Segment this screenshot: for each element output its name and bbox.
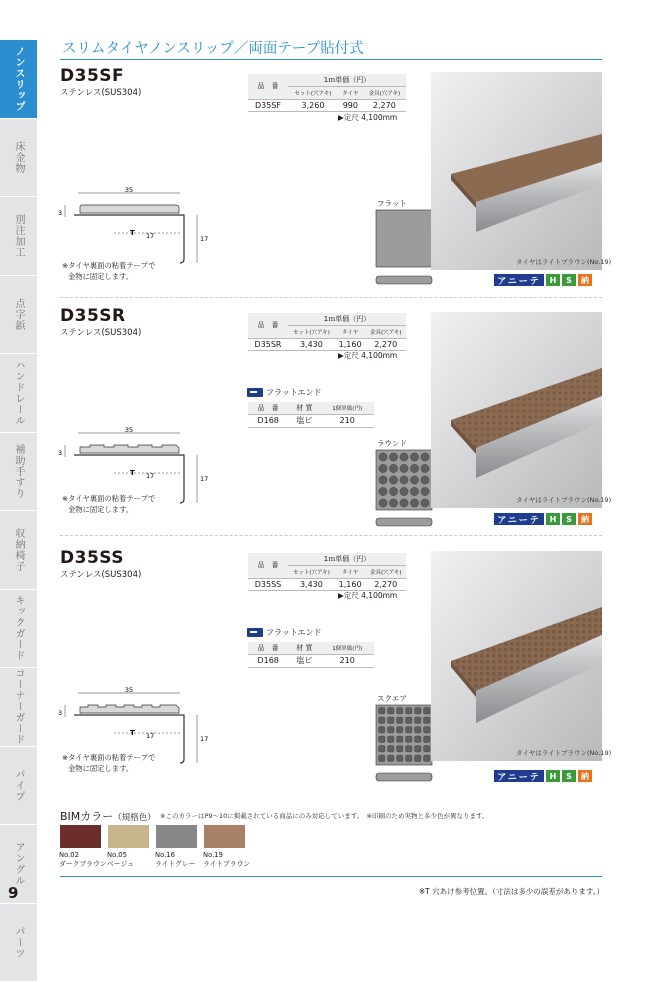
pattern-square	[397, 708, 404, 715]
side-tab[interactable]	[0, 747, 37, 826]
page-number: 9	[8, 884, 18, 902]
dim-depth-label: 17	[200, 235, 208, 243]
pattern-label: フラット	[377, 198, 407, 209]
pattern-dot	[379, 499, 387, 507]
side-tab-label: 補助手すり	[11, 444, 26, 499]
side-tab[interactable]	[0, 276, 37, 355]
pattern-square	[415, 727, 422, 734]
tire-pattern-round	[376, 450, 432, 530]
pattern-dot	[389, 453, 397, 461]
endcap-tag-label: フラットエンド	[266, 387, 322, 398]
endcap-tag	[247, 627, 322, 638]
standard-length-note: ▶定尺 4,100mm	[338, 112, 397, 123]
pattern-square	[415, 717, 422, 724]
pattern-square	[388, 727, 395, 734]
pattern-square	[388, 708, 395, 715]
product-photo	[431, 312, 602, 508]
dim-offset-label: 17	[146, 472, 154, 480]
side-index-tabs	[0, 40, 37, 982]
adhesive-note: ※タイヤ裏面の粘着テープで 金物に固定します。	[62, 752, 155, 774]
pattern-square	[379, 746, 386, 753]
endcap-hinban-header: 品 番	[248, 642, 288, 655]
adhesive-note: ※タイヤ裏面の粘着テープで 金物に固定します。	[62, 493, 155, 515]
pattern-dot	[410, 453, 418, 461]
endcap-icon	[247, 388, 263, 397]
tire-price-cell: 1,160	[335, 338, 366, 351]
price-table	[248, 313, 406, 351]
side-tab-label: 床金物	[11, 141, 26, 174]
photo-caption: タイヤはライトブラウン(No.19)	[516, 495, 611, 504]
material-label: ステンレス(SUS304)	[60, 86, 141, 98]
pattern-dot	[389, 476, 397, 484]
pattern-dot	[389, 487, 397, 495]
metal-price-cell: 2,270	[363, 99, 406, 112]
hole-position-mark: T	[130, 229, 135, 237]
pattern-dot	[421, 453, 429, 461]
hinban-header: 品 番	[248, 313, 288, 338]
pattern-square	[424, 708, 431, 715]
certification-badges	[494, 513, 592, 525]
footer-rule	[60, 876, 602, 877]
bim-color-title	[60, 808, 156, 824]
certification-badges	[494, 770, 592, 782]
set-price-cell: 3,430	[288, 338, 335, 351]
metal-header: 金具(穴アキ)	[365, 566, 406, 579]
pattern-square	[415, 746, 422, 753]
dim-height-label: 3	[58, 209, 62, 217]
bim-title-text: BIMカラー	[60, 810, 113, 823]
endcap-material-header: 材 質	[288, 402, 320, 415]
swatch-name: ダークブラウン	[59, 860, 107, 869]
metal-header: 金具(穴アキ)	[365, 326, 406, 339]
color-swatch	[204, 825, 245, 848]
material-label: ステンレス(SUS304)	[60, 326, 141, 338]
endcap-price-cell: 210	[320, 415, 374, 428]
dim-height-label: 3	[58, 449, 62, 457]
swatch-number: No.02	[59, 851, 107, 860]
endcap-material-cell: 塩ビ	[288, 655, 320, 668]
color-swatch	[156, 825, 197, 848]
photo-caption: タイヤはライトブラウン(No.19)	[516, 257, 611, 266]
pattern-square	[397, 727, 404, 734]
footer-note: ※T 穴あけ参考位置。（寸法は多少の誤差があります。）	[419, 886, 604, 897]
pattern-square	[379, 717, 386, 724]
bim-title-suffix: （規格色）	[113, 813, 156, 823]
tire-price-cell: 990	[338, 99, 363, 112]
pattern-square	[397, 736, 404, 743]
pattern-square	[379, 755, 386, 762]
pattern-square	[415, 755, 422, 762]
badge-h: H	[546, 770, 560, 782]
section-divider	[60, 297, 602, 298]
badge-h: H	[546, 513, 560, 525]
dim-height-label: 3	[58, 709, 62, 717]
pattern-square	[388, 736, 395, 743]
price-table	[248, 553, 406, 591]
side-tab-label: 収納椅子	[11, 528, 26, 572]
side-tab-label: コーナーガード	[11, 668, 26, 745]
pattern-dot	[410, 499, 418, 507]
badge-s: S	[562, 274, 576, 286]
swatch-number: No.05	[107, 851, 134, 860]
product-photo	[431, 551, 602, 761]
bim-note: ※このカラーはP9〜10に掲載されている商品にのみ対応しています。 ※印刷のため実物と多少色が異なります。	[160, 811, 488, 820]
pattern-label: スクエア	[377, 693, 407, 704]
pattern-dot	[379, 487, 387, 495]
side-tab-label: パイプ	[11, 769, 26, 802]
pattern-dot	[410, 487, 418, 495]
metal-price-cell: 2,270	[365, 338, 406, 351]
side-tab-label: ノンスリップ	[11, 46, 26, 112]
tire-price-cell: 1,160	[335, 578, 366, 591]
hole-position-mark: T	[130, 469, 135, 477]
set-header: セット(穴アキ)	[288, 566, 335, 579]
badge-nou: 納	[578, 770, 592, 782]
product-photo	[431, 72, 602, 270]
endcap-tag	[247, 387, 322, 398]
pattern-square	[388, 746, 395, 753]
endcap-table	[248, 402, 374, 428]
standard-length-note: ▶定尺 4,100mm	[338, 590, 397, 601]
side-tab-label: キックガード	[11, 595, 26, 661]
pattern-dot	[389, 464, 397, 472]
pattern-square	[397, 746, 404, 753]
side-tab[interactable]	[0, 904, 37, 982]
pattern-dot	[379, 476, 387, 484]
dim-width-label: 35	[125, 686, 133, 694]
endcap-price-header: 1個単価(円)	[320, 642, 374, 655]
endcap-material-cell: 塩ビ	[288, 415, 320, 428]
pattern-square	[388, 755, 395, 762]
endcap-hinban-header: 品 番	[248, 402, 288, 415]
cert-logo: アニーテ	[494, 274, 544, 286]
dim-depth-label: 17	[200, 735, 208, 743]
side-tab[interactable]	[0, 590, 37, 669]
hinban-header: 品 番	[248, 74, 288, 99]
pattern-dot	[400, 453, 408, 461]
certification-badges	[494, 274, 592, 286]
unit-price-header: 1ｍ単価（円）	[288, 74, 406, 87]
pattern-dot	[389, 499, 397, 507]
pattern-dot	[410, 476, 418, 484]
hole-position-mark: T	[130, 729, 135, 737]
pattern-square	[415, 708, 422, 715]
hinban-cell: D35SR	[248, 338, 288, 351]
side-tab-label: 別注加工	[11, 214, 26, 258]
swatch-name: ベージュ	[107, 860, 134, 869]
pattern-square	[406, 755, 413, 762]
pattern-dot	[421, 487, 429, 495]
pattern-label: ラウンド	[377, 438, 407, 449]
side-tab-label: ハンドレール	[11, 360, 26, 426]
dim-offset-label: 17	[146, 232, 154, 240]
tire-pattern-flat	[376, 210, 432, 288]
swatch-name: ライトグレー	[155, 860, 195, 869]
pattern-dot	[421, 464, 429, 472]
metal-price-cell: 2,270	[365, 578, 406, 591]
pattern-square	[424, 717, 431, 724]
unit-price-header: 1ｍ単価（円）	[288, 313, 406, 326]
model-code: D35SS	[60, 548, 124, 568]
material-label: ステンレス(SUS304)	[60, 568, 141, 580]
badge-nou: 納	[578, 513, 592, 525]
swatch-label	[107, 851, 134, 868]
side-tab[interactable]	[0, 668, 37, 747]
swatch-label	[203, 851, 250, 868]
pattern-square	[424, 736, 431, 743]
swatch-name: ライトブラウン	[203, 860, 250, 869]
pattern-dot	[400, 499, 408, 507]
side-tab[interactable]	[0, 197, 37, 276]
pattern-square	[397, 717, 404, 724]
pattern-square	[406, 708, 413, 715]
pattern-square	[406, 727, 413, 734]
pattern-square	[406, 717, 413, 724]
pattern-dot	[400, 487, 408, 495]
metal-header: 金具(穴アキ)	[363, 87, 406, 100]
tire-header: タイヤ	[335, 326, 366, 339]
pattern-dot	[379, 464, 387, 472]
dim-width-label: 35	[125, 186, 133, 194]
photo-caption: タイヤはライトブラウン(No.19)	[516, 748, 611, 757]
endcap-hinban-cell: D168	[248, 655, 288, 668]
adhesive-note: ※タイヤ裏面の粘着テープで 金物に固定します。	[62, 260, 155, 282]
endcap-table	[248, 642, 374, 668]
page-title: スリムタイヤノンスリップ／両面テープ貼付式	[62, 37, 364, 58]
swatch-label	[155, 851, 195, 868]
pattern-dot	[400, 476, 408, 484]
side-tab-label: アングル	[11, 842, 26, 886]
hinban-cell: D35SS	[248, 578, 288, 591]
set-price-cell: 3,430	[288, 578, 335, 591]
pattern-dot	[421, 476, 429, 484]
side-tab[interactable]	[0, 119, 37, 198]
side-tab[interactable]	[0, 40, 37, 119]
pattern-square	[406, 746, 413, 753]
set-price-cell: 3,260	[288, 99, 338, 112]
side-tab-label: パーツ	[11, 926, 26, 959]
cert-logo: アニーテ	[494, 513, 544, 525]
swatch-label	[59, 851, 107, 868]
tire-pattern-square	[376, 705, 432, 785]
color-swatch	[60, 825, 101, 848]
side-tab-label: 点字鋲	[11, 298, 26, 331]
endcap-icon	[247, 628, 263, 637]
endcap-tag-label: フラットエンド	[266, 627, 322, 638]
pattern-square	[424, 755, 431, 762]
pattern-square	[424, 727, 431, 734]
dim-depth-label: 17	[200, 475, 208, 483]
tire-header: タイヤ	[338, 87, 363, 100]
pattern-square	[379, 708, 386, 715]
standard-length-note: ▶定尺 4,100mm	[338, 350, 397, 361]
badge-nou: 納	[578, 274, 592, 286]
tire-header: タイヤ	[335, 566, 366, 579]
pattern-square	[424, 746, 431, 753]
set-header: セット(穴アキ)	[288, 87, 338, 100]
endcap-price-cell: 210	[320, 655, 374, 668]
model-code: D35SR	[60, 306, 126, 326]
pattern-square	[388, 717, 395, 724]
badge-h: H	[546, 274, 560, 286]
pattern-square	[379, 727, 386, 734]
hinban-cell: D35SF	[248, 99, 288, 112]
model-code: D35SF	[60, 66, 124, 86]
pattern-dot	[379, 453, 387, 461]
unit-price-header: 1ｍ単価（円）	[288, 553, 406, 566]
pattern-dot	[421, 499, 429, 507]
pattern-square	[379, 736, 386, 743]
pattern-square	[415, 736, 422, 743]
badge-s: S	[562, 770, 576, 782]
dim-width-label: 35	[125, 426, 133, 434]
set-header: セット(穴アキ)	[288, 326, 335, 339]
endcap-material-header: 材 質	[288, 642, 320, 655]
side-tab[interactable]	[0, 354, 37, 433]
swatch-number: No.19	[203, 851, 250, 860]
pattern-dot	[400, 464, 408, 472]
endcap-hinban-cell: D168	[248, 415, 288, 428]
title-rule	[60, 59, 602, 60]
endcap-price-header: 1個単価(円)	[320, 402, 374, 415]
pattern-square	[397, 755, 404, 762]
side-tab[interactable]	[0, 433, 37, 512]
price-table	[248, 74, 406, 112]
hinban-header: 品 番	[248, 553, 288, 578]
pattern-square	[406, 736, 413, 743]
section-divider	[60, 535, 602, 536]
swatch-number: No.16	[155, 851, 195, 860]
cert-logo: アニーテ	[494, 770, 544, 782]
color-swatch	[108, 825, 149, 848]
side-tab[interactable]	[0, 825, 37, 904]
pattern-dot	[410, 464, 418, 472]
dim-offset-label: 17	[146, 732, 154, 740]
side-tab[interactable]	[0, 511, 37, 590]
badge-s: S	[562, 513, 576, 525]
